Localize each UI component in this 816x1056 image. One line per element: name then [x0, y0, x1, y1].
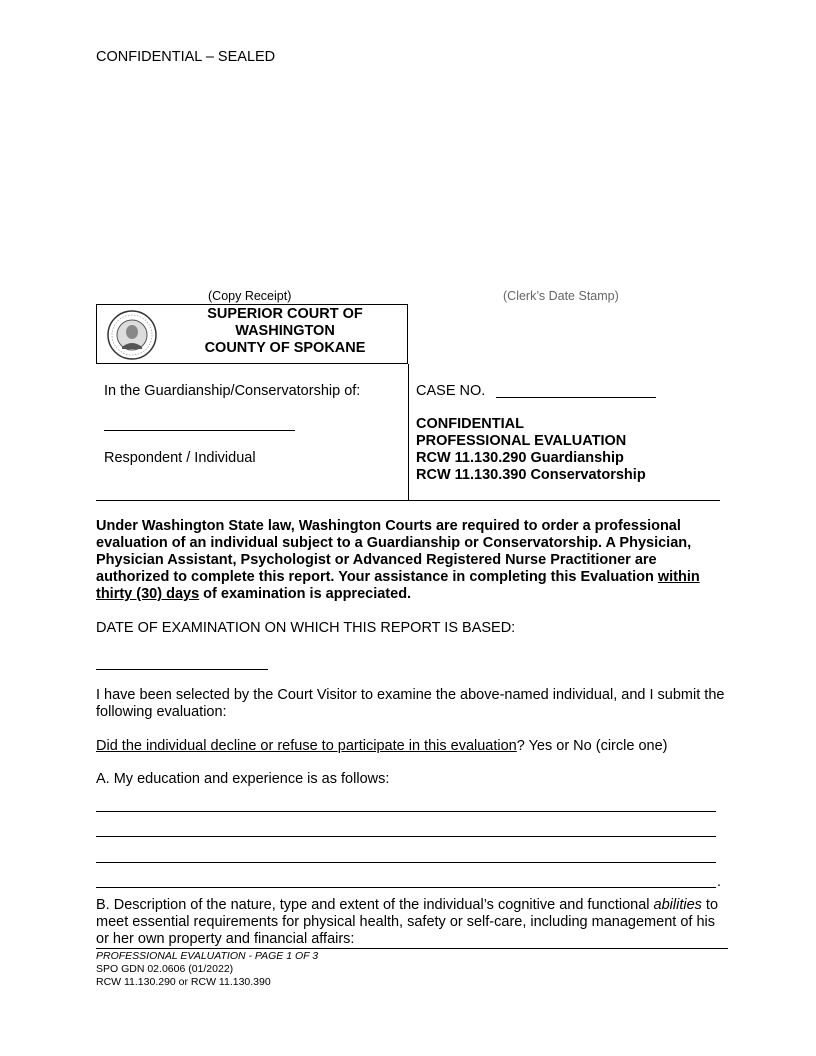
education-field-period: . — [717, 874, 722, 890]
copy-receipt-label: (Copy Receipt) — [208, 289, 292, 303]
respondent-name-field[interactable] — [104, 430, 295, 431]
intro-text: Under Washington State law, Washington Courts are required to order a professional evaluation of an individual subject to a Guardianship or Conservatorship. A Physician, Physician Assistant, Psychologist or Advanced Registered Nurse Practitioner are authorized to complete this report. Your assistance in completing this Evaluation — [96, 518, 692, 585]
form-title-line-3: RCW 11.130.290 Guardianship — [416, 450, 624, 466]
section-b-italic: abilities — [653, 897, 702, 913]
confidential-header: CONFIDENTIAL – SEALED — [96, 49, 276, 65]
form-title-line-1: CONFIDENTIAL — [416, 416, 524, 432]
footer-rcw: RCW 11.130.290 or RCW 11.130.390 — [96, 976, 271, 988]
court-name-line-1: SUPERIOR COURT OF — [207, 306, 363, 322]
exam-date-field[interactable] — [96, 669, 268, 670]
caption-bottom-rule — [96, 500, 720, 501]
section-b-text-end: to meet essential requirements for physical health, safety or self-care, including management of his or her own property and financial affairs: — [96, 897, 719, 947]
guardianship-label: In the Guardianship/Conservatorship of: — [104, 383, 361, 399]
intro-deadline: within thirty (30) days — [96, 569, 700, 602]
form-title-line-2: PROFESSIONAL EVALUATION — [416, 433, 627, 449]
decline-answer-prompt: ? Yes or No (circle one) — [516, 738, 668, 754]
decline-question-text: Did the individual decline or refuse to participate in this evaluation — [96, 738, 517, 754]
footer-form-number: SPO GDN 02.0606 (01/2022) — [96, 963, 234, 975]
form-title — [416, 416, 646, 484]
education-field-line[interactable] — [96, 887, 716, 888]
case-number-field[interactable] — [496, 397, 656, 398]
form-title-line-4: RCW 11.130.390 Conservatorship — [416, 467, 646, 483]
court-seal-icon — [106, 309, 158, 361]
respondent-label: Respondent / Individual — [104, 450, 256, 466]
court-name-line-2: WASHINGTON — [235, 323, 335, 339]
selection-statement: I have been selected by the Court Visitor to examine the above-named individual, and I submit the following evaluation: — [96, 687, 725, 720]
education-field-line[interactable] — [96, 862, 716, 863]
case-number-label: CASE NO. — [416, 383, 486, 399]
section-a-label: A. My education and experience is as follows: — [96, 771, 390, 787]
court-name-line-3: COUNTY OF SPOKANE — [204, 340, 366, 356]
caption-divider — [408, 364, 409, 500]
intro-paragraph — [96, 518, 720, 603]
section-b-text: B. Description of the nature, type and extent of the individual’s cognitive and functional — [96, 897, 654, 913]
decline-question — [96, 738, 667, 754]
exam-date-label: DATE OF EXAMINATION ON WHICH THIS REPORT IS BASED: — [96, 620, 516, 636]
education-field-line[interactable] — [96, 836, 716, 837]
section-b-paragraph — [96, 897, 726, 948]
footer-rule — [96, 948, 728, 949]
page-footer — [96, 950, 318, 989]
footer-title: PROFESSIONAL EVALUATION - PAGE 1 OF 3 — [96, 950, 319, 962]
clerk-date-stamp-label: (Clerk’s Date Stamp) — [503, 289, 619, 303]
court-name — [180, 306, 390, 357]
education-field-line[interactable] — [96, 811, 716, 812]
intro-text-end: of examination is appreciated. — [199, 586, 412, 602]
